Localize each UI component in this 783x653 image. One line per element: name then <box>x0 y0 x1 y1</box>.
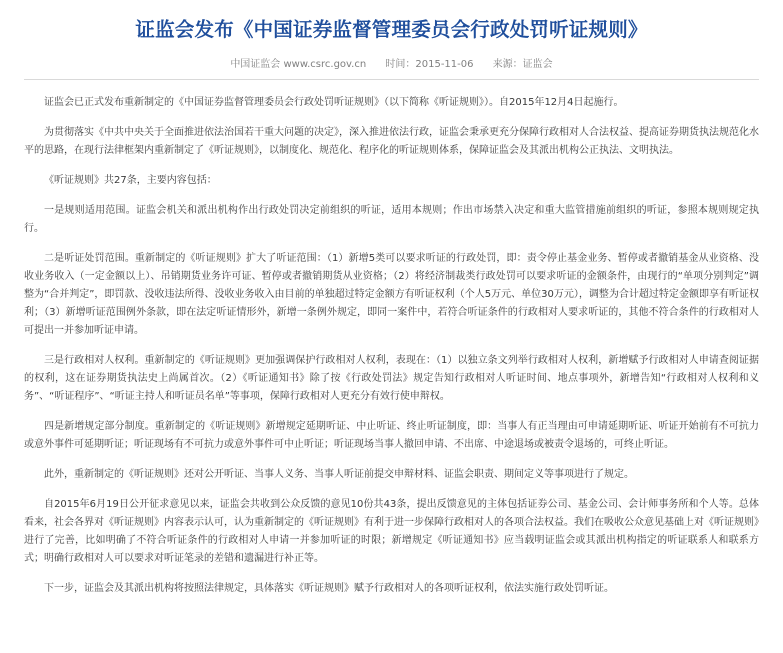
article-title: 证监会发布《中国证券监督管理委员会行政处罚听证规则》 <box>135 18 648 41</box>
paragraph-rights: 三是行政相对人权利。重新制定的《听证规则》更加强调保护行政相对人权利，表现在：（1）以独立条文列举行政相对人权利，新增赋予行政相对人申请查阅证据的权利，这在证券期货执法史上尚属首次。（2）《听证通知书》除了按《行政处罚法》规定告知行政相对人听证时间、地点事项外，新增告知“行政相对人权利和义务”、“听证程序”、“听证主持人和听证员名单”等事项，保障行政相对人更充分有效行使申辩权。 <box>24 355 759 402</box>
article-body <box>24 94 759 598</box>
paragraph-other: 此外，重新制定的《听证规则》还对公开听证、当事人义务、当事人听证前提交申辩材料、证监会职责、期间定义等事项进行了规定。 <box>44 469 634 480</box>
paragraph-hearing-range: 二是听证处罚范围。重新制定的《听证规则》扩大了听证范围：（1）新增5类可以要求听证的行政处罚，即：责令停止基金业务、暂停或者撤销基金从业资格、没收业务收入（一定金额以上）、吊销期货业务许可证、暂停或者撤销期货从业资格；（2）将经济制裁类行政处罚可以要求听证的金额条件，由现行的“单项分别判定”调整为“合并判定”，即罚款、没收违法所得、没收业务收入由目前的单独超过特定金额方有听证权利（个人5万元、单位30万元），调整为合计超过特定金额即享有听证权利；（3）新增听证范围例外条款，即在法定听证情形外，新增一条例外规定，即同一案件中，若符合听证条件的行政相对人要求听证的，其他不符合条件的行政相对人可提出一并参加听证申请。 <box>24 253 759 336</box>
paragraph-feedback: 自2015年6月19日公开征求意见以来，证监会共收到公众反馈的意见10份共43条，提出反馈意见的主体包括证券公司、基金公司、会计师事务所和个人等。总体看来，社会各界对《听证规则》内容表示认可，认为重新制定的《听证规则》有利于进一步保障行政相对人的各项合法权益。我们在吸收公众意见基础上对《听证规则》进行了完善，比如明确了不符合听证条件的行政相对人申请一并参加听证的时限；新增规定《听证通知书》应当载明证监会或其派出机构指定的听证联系人和联系方式；明确行政相对人可以要求对听证笔录的差错和遗漏进行补正等。 <box>24 499 759 564</box>
article-origin: 来源：证监会 <box>492 59 553 70</box>
paragraph-new-systems: 四是新增规定部分制度。重新制定的《听证规则》新增规定延期听证、中止听证、终止听证制度，即：当事人有正当理由可申请延期听证、听证开始前有不可抗力或意外事件可延期听证；听证现场有不可抗力或意外事件可中止听证；听证现场当事人撤回申请、不出席、中途退场或被责令退场的，可终止听证。 <box>24 421 759 450</box>
paragraph-summary: 《听证规则》共27条，主要内容包括： <box>44 175 217 186</box>
paragraph-scope: 一是规则适用范围。证监会机关和派出机构作出行政处罚决定前组织的听证，适用本规则；作出市场禁入决定和重大监管措施前组织的听证，参照本规则规定执行。 <box>24 205 759 234</box>
source-site: 中国证监会 www.csrc.gov.cn <box>230 59 367 70</box>
article-meta <box>24 55 759 70</box>
title-divider <box>24 79 759 80</box>
publish-time: 时间：2015-11-06 <box>385 59 474 70</box>
paragraph-intro: 证监会已正式发布重新制定的《中国证券监督管理委员会行政处罚听证规则》（以下简称《听证规则》）。自2015年12月4日起施行。 <box>44 97 624 108</box>
paragraph-background: 为贯彻落实《中共中央关于全面推进依法治国若干重大问题的决定》，深入推进依法行政，证监会秉承更充分保障行政相对人合法权益、提高证券期货执法规范化水平的思路，在现行法律框架内重新制定了《听证规则》，以制度化、规范化、程序化的听证规则体系，保障证监会及其派出机构公正执法、文明执法。 <box>24 127 759 156</box>
paragraph-next-step: 下一步，证监会及其派出机构将按照法律规定，具体落实《听证规则》赋予行政相对人的各项听证权利，依法实施行政处罚听证。 <box>44 583 614 594</box>
